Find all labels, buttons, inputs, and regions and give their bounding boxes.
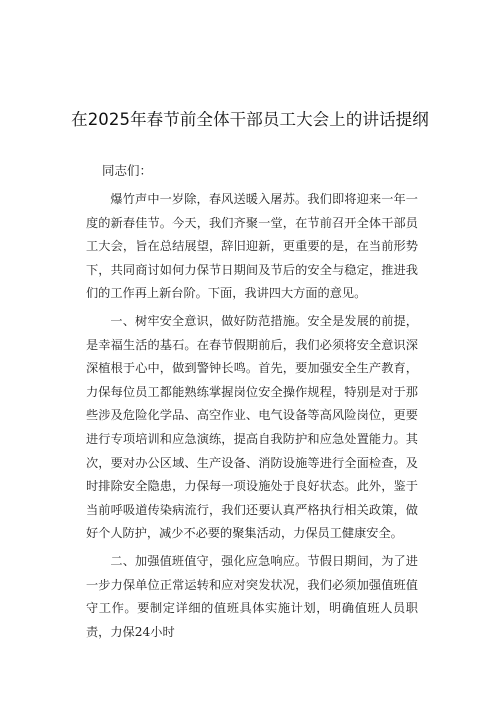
- document-body: [86, 188, 418, 648]
- paragraph-intro: 爆竹声中一岁除，春风送暖入屠苏。我们即将迎来一年一度的新春佳节。今天，我们齐聚一堂，在节前召开全体干部员工大会，旨在总结展望，辞旧迎新，更重要的是，在当前形势下，共同商讨如何力保节日期间及节后的安全与稳定，推进我们的工作再上新台阶。下面，我讲四大方面的意见。: [86, 192, 418, 301]
- document-title: 在2025年春节前全体干部员工大会上的讲话提纲: [71, 110, 429, 129]
- paragraph-section-two: 二、加强值班值守，强化应急响应。节假日期间，为了进一步力保单位正常运转和应对突发状况，我们必须加强值班值守工作。要制定详细的值班具体实施计划，明确值班人员职责，力保24小时: [86, 553, 418, 639]
- paragraph-section-one: 一、树牢安全意识，做好防范措施。安全是发展的前提，是幸福生活的基石。在春节假期前后，我们必须将安全意识深深植根于心中，做到警钟长鸣。首先，要加强安全生产教育，力保每位员工都能熟练掌握岗位安全操作规程，特别是对于那些涉及危险化学品、高空作业、电气设备等高风险岗位，更要进行专项培训和应急演练，提高自我防护和应急处置能力。其次，要对办公区域、生产设备、消防设施等进行全面检查，及时排除安全隐患，力保每一项设施处于良好状态。此外，鉴于当前呼吸道传染病流行，我们还要认真严格执行相关政策，做好个人防护，减少不必要的聚集活动，力保员工健康安全。: [86, 313, 418, 541]
- greeting-line: 同志们：: [102, 163, 153, 178]
